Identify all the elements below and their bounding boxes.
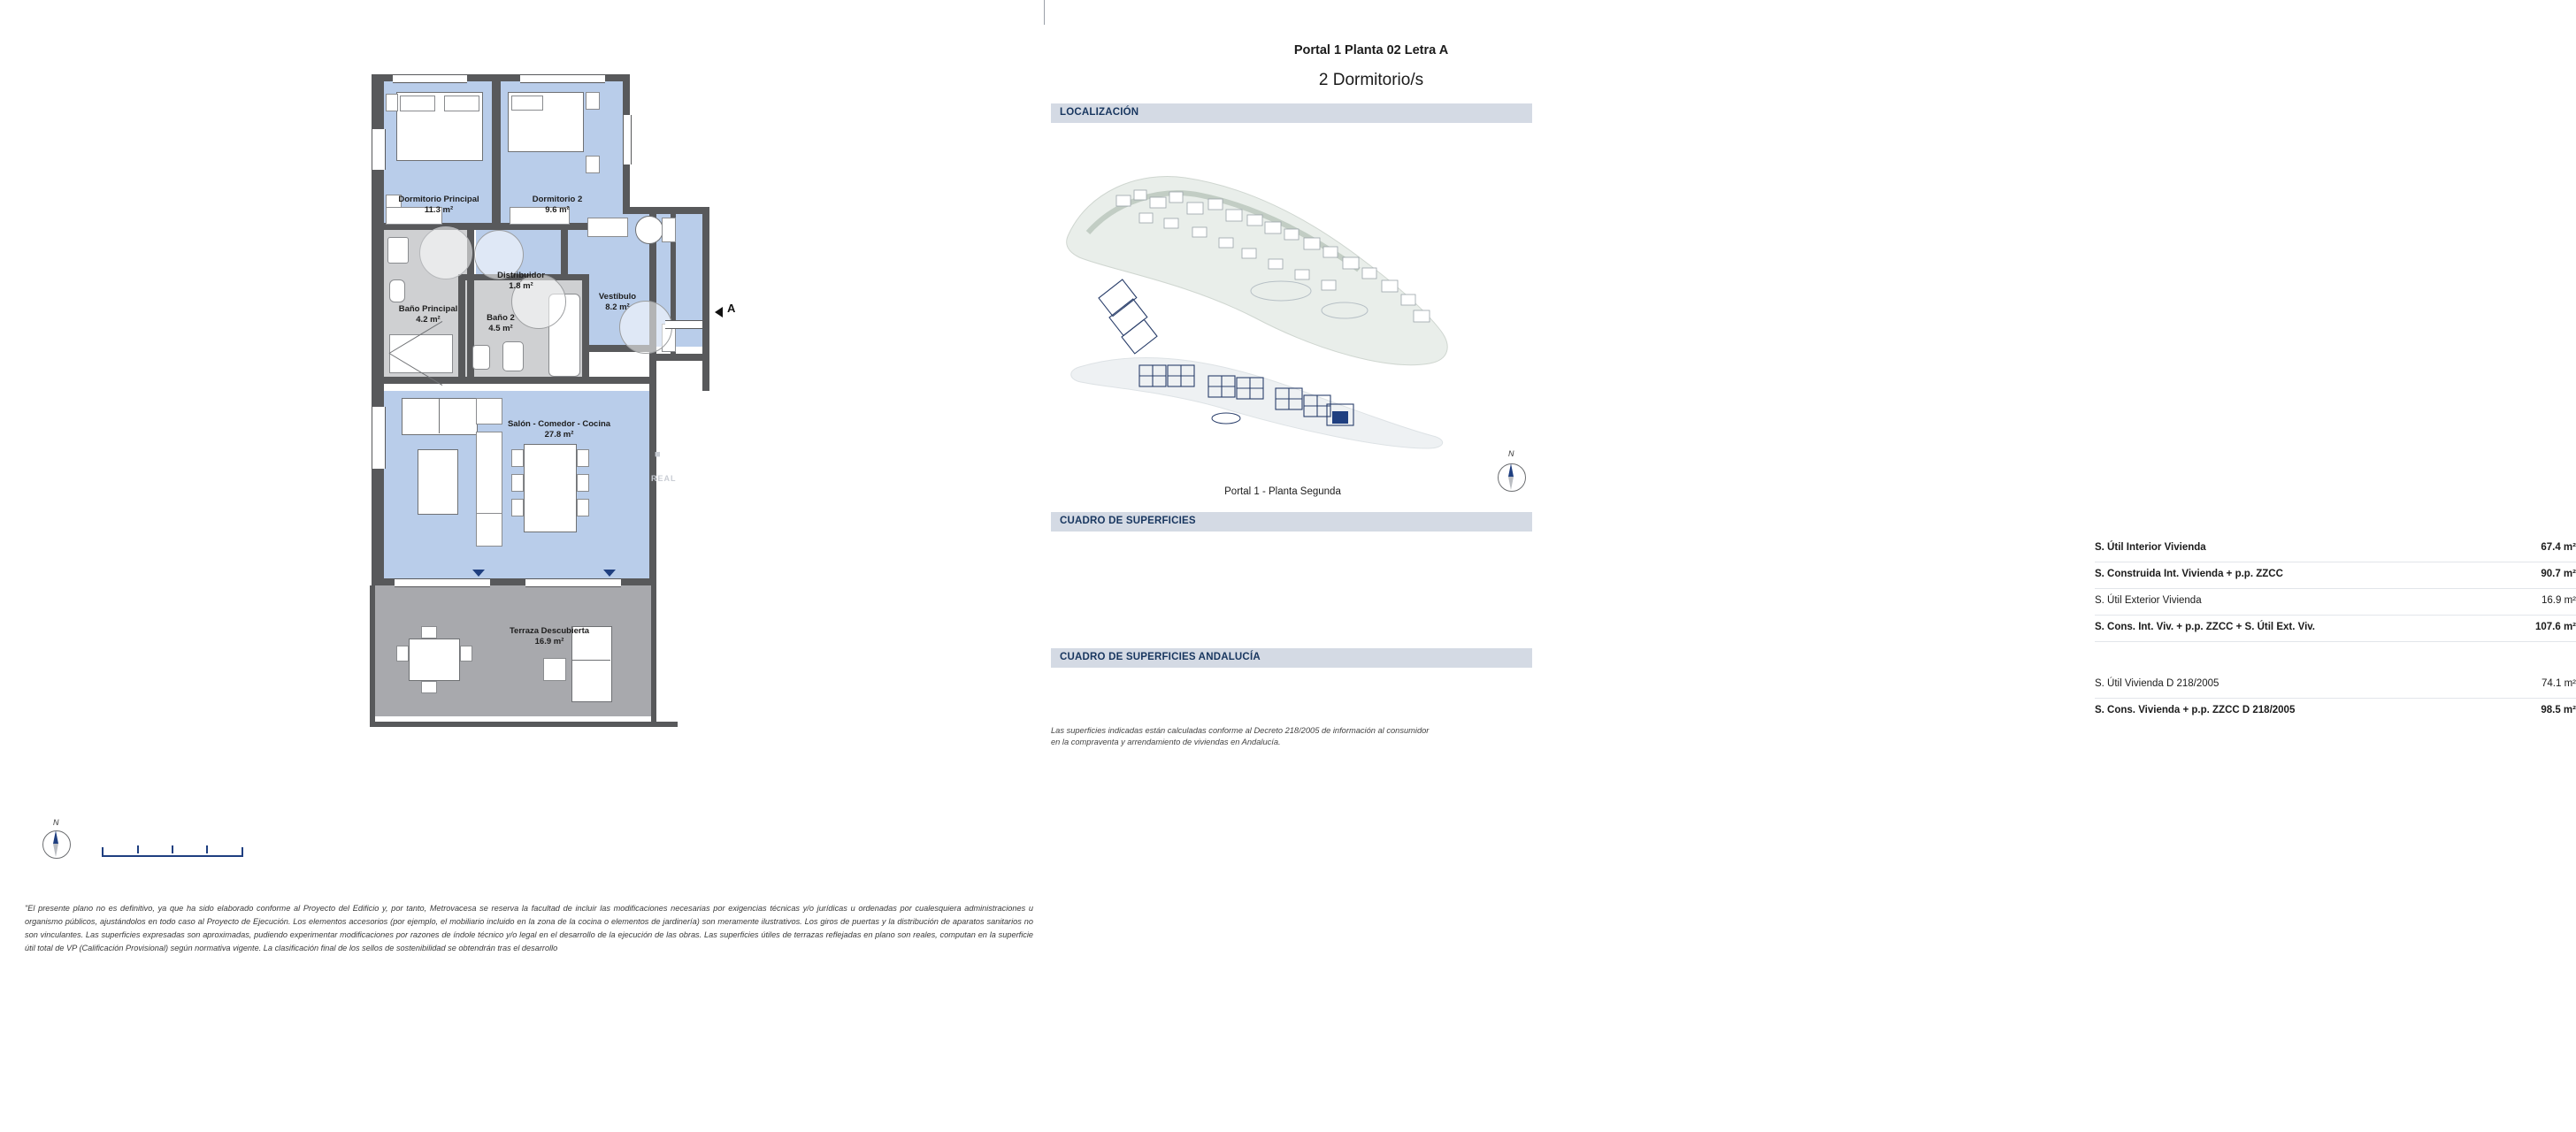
dining-chair-1 bbox=[511, 449, 524, 467]
table-row bbox=[2095, 672, 2576, 699]
window-direction-marker-left bbox=[472, 570, 485, 577]
label-dormitorio-2-area: 9.6 m² bbox=[545, 205, 570, 215]
window-bedroom1-top bbox=[393, 74, 467, 83]
nightstand-secondary bbox=[586, 92, 600, 110]
label-salon-area: 27.8 m² bbox=[544, 430, 574, 440]
window-salon-bottom-right bbox=[525, 578, 621, 587]
andalucia-label: S. Cons. Vivienda + p.p. ZZCC D 218/2005 bbox=[2095, 705, 2296, 715]
label-dormitorio-principal bbox=[393, 195, 485, 216]
scale-bar bbox=[102, 847, 243, 857]
dining-chair-2 bbox=[511, 474, 524, 492]
wall-terrace-bottom bbox=[370, 722, 678, 727]
info-panel bbox=[1044, 0, 2576, 1132]
surface-label: S. Útil Exterior Vivienda bbox=[2095, 595, 2202, 606]
surface-value: 90.7 m² bbox=[2541, 569, 2576, 579]
label-bano-2-name: Baño 2 bbox=[487, 313, 515, 323]
label-dormitorio-principal-name: Dormitorio Principal bbox=[398, 195, 479, 204]
scale-tick-3 bbox=[206, 845, 208, 853]
wall-bath2-right bbox=[582, 274, 589, 380]
floor-plan bbox=[370, 53, 741, 734]
label-bano-2-area: 4.5 m² bbox=[488, 324, 513, 333]
table-row bbox=[2095, 616, 2576, 642]
window-bedroom2-top bbox=[520, 74, 605, 83]
label-distribuidor-area: 1.8 m² bbox=[509, 281, 533, 291]
table-row bbox=[2095, 562, 2576, 589]
window-bedroom2-right bbox=[623, 115, 632, 164]
terrace-chair-2 bbox=[460, 646, 472, 662]
entry-label: A bbox=[727, 302, 736, 315]
terrace-table bbox=[409, 639, 460, 681]
pillow-secondary bbox=[511, 96, 543, 111]
surface-value: 67.4 m² bbox=[2541, 542, 2576, 553]
wall-between-bedrooms bbox=[492, 74, 501, 230]
andalucia-value: 74.1 m² bbox=[2542, 678, 2576, 689]
compass-panel-needle-north-icon bbox=[1508, 463, 1514, 477]
surfaces-header-label: CUADRO DE SUPERFICIES bbox=[1060, 516, 1196, 526]
label-salon bbox=[490, 419, 628, 440]
nightstand-secondary-2 bbox=[586, 156, 600, 173]
dining-chair-3 bbox=[511, 499, 524, 516]
window-salon-left bbox=[372, 407, 386, 469]
label-dormitorio-2-name: Dormitorio 2 bbox=[532, 195, 583, 204]
andalucia-note: Las superficies indicadas están calculadas conforme al Decreto 218/2005 de información al consumidor en la compraventa y arrendamiento de viviendas en Andalucía. bbox=[1051, 726, 1430, 746]
label-distribuidor bbox=[476, 271, 566, 292]
wall-bath2-left bbox=[458, 279, 465, 380]
sink-bano-2 bbox=[472, 345, 490, 370]
label-vestibulo-area: 8.2 m² bbox=[605, 302, 630, 312]
entry-arrow-icon bbox=[715, 307, 723, 317]
scale-tick-1 bbox=[137, 845, 139, 853]
wall-terrace-right bbox=[651, 585, 656, 727]
sofa-split bbox=[439, 398, 440, 433]
wall-terrace-left bbox=[370, 585, 375, 727]
terrace-chair-4 bbox=[421, 681, 437, 693]
page-title: Portal 1 Planta 02 Letra A bbox=[1293, 43, 1449, 57]
location-map bbox=[1053, 128, 1530, 482]
surfaces-header bbox=[1051, 512, 1532, 532]
window-bedroom1-left bbox=[372, 129, 386, 170]
table-row bbox=[2095, 536, 2576, 562]
label-terraza-area: 16.9 m² bbox=[534, 637, 564, 646]
kitchen-island bbox=[476, 513, 502, 547]
label-vestibulo bbox=[582, 292, 653, 313]
nightstand-main bbox=[386, 94, 398, 111]
surfaces-table bbox=[2095, 536, 2576, 642]
page-subtitle: 2 Dormitorio/s bbox=[1318, 71, 1424, 89]
label-distribuidor-name: Distribuidor bbox=[497, 271, 545, 280]
compass-north-label: N bbox=[53, 818, 59, 827]
door-bano-principal bbox=[419, 226, 472, 279]
surface-value: 107.6 m² bbox=[2534, 622, 2576, 632]
wall-right-step bbox=[623, 207, 709, 214]
toilet-bano-2 bbox=[502, 341, 524, 371]
wall-right-lower bbox=[649, 354, 656, 585]
label-bano-principal-name: Baño Principal bbox=[398, 304, 458, 314]
localizacion-header-label: LOCALIZACIÓN bbox=[1060, 107, 1139, 118]
terrace-side-table bbox=[543, 658, 566, 681]
surface-value: 16.9 m² bbox=[2542, 595, 2576, 606]
dining-chair-5 bbox=[577, 474, 589, 492]
terrace-chair-1 bbox=[396, 646, 409, 662]
compass-needle-north-icon bbox=[53, 830, 58, 844]
table-row bbox=[2095, 589, 2576, 616]
map-caption: Portal 1 - Planta Segunda bbox=[1224, 486, 1341, 497]
window-vestibulo-side bbox=[665, 320, 702, 329]
wall-left-upper bbox=[372, 74, 384, 384]
sofa-salon bbox=[402, 398, 478, 435]
label-bano-principal-area: 4.2 m² bbox=[416, 315, 441, 325]
watermark-logo: ■ bbox=[655, 449, 662, 460]
compass-needle-south-icon bbox=[53, 844, 58, 857]
watermark-text: REAL bbox=[651, 474, 677, 483]
label-terraza bbox=[483, 626, 616, 647]
compass-panel-north-label: N bbox=[1508, 449, 1514, 458]
dining-table bbox=[524, 444, 577, 532]
wall-right-outer bbox=[702, 207, 709, 391]
label-salon-name: Salón - Comedor - Cocina bbox=[507, 419, 611, 429]
niche-vestibulo bbox=[662, 218, 676, 242]
surface-label: S. Cons. Int. Viv. + p.p. ZZCC + S. Útil Ext. Viv. bbox=[2095, 622, 2316, 632]
terrace-lounger-split bbox=[571, 660, 610, 661]
andalucia-header bbox=[1051, 648, 1532, 668]
toilet-bano-principal bbox=[389, 279, 405, 302]
sink-bano-principal bbox=[387, 237, 409, 264]
andalucia-label: S. Útil Vivienda D 218/2005 bbox=[2095, 678, 2220, 689]
pillow-main-1 bbox=[400, 96, 435, 111]
coffee-table-salon bbox=[418, 449, 458, 515]
legal-disclaimer: "El presente plano no es definitivo, ya que ha sido elaborado conforme al Proyecto del Edificio y, por tanto, Metrovacesa se reserva la facultad de incluir las modificaciones necesarias por exigencias técnicas y/o jurídicas u ordenadas por cualesquiera administraciones u organismo públicos, ajustándolos en todo caso al Proyecto de Ejecución. Los elementos accesorios (por ejemplo, el mobiliario incluido en la zona de la cocina o elementos de jardinería) son meramente ilustrativos. Los giros de puertas y la distribución de aparatos sanitarios no son vinculantes. Las superficies expresadas son aproximadas, pudiendo experimentar modificaciones por razones de índole técnico y/o legal en el desarrollo de la ejecución de las obras. Las superficies útiles de terrazas reflejadas en plano son reales, computan en la superficie útil total de VP (Calificación Provisional) según normativa vigente. La clasificación final de los sellos de sostenibilidad se obtendrán tras el desarrollo bbox=[25, 904, 1033, 952]
wall-vestibulo-left bbox=[561, 223, 568, 278]
washer-vestibulo bbox=[635, 216, 663, 244]
shower-bano-principal bbox=[389, 334, 453, 373]
dining-chair-4 bbox=[577, 449, 589, 467]
label-dormitorio-principal-area: 11.3 m² bbox=[424, 205, 454, 215]
dining-chair-6 bbox=[577, 499, 589, 516]
localizacion-header bbox=[1051, 103, 1532, 123]
wall-right-lower-step bbox=[655, 354, 709, 361]
andalucia-header-label: CUADRO DE SUPERFICIES ANDALUCÍA bbox=[1060, 652, 1261, 662]
table-row bbox=[2095, 699, 2576, 724]
window-salon-bottom-left bbox=[395, 578, 490, 587]
window-direction-marker-right bbox=[603, 570, 616, 577]
scale-tick-2 bbox=[172, 845, 173, 853]
label-dormitorio-2 bbox=[508, 195, 607, 216]
label-terraza-name: Terraza Descubierta bbox=[509, 626, 590, 636]
surface-label: S. Útil Interior Vivienda bbox=[2095, 542, 2206, 553]
label-vestibulo-name: Vestíbulo bbox=[598, 292, 637, 302]
terrace-chair-3 bbox=[421, 626, 437, 639]
andalucia-table bbox=[2095, 672, 2576, 724]
surface-label: S. Construida Int. Vivienda + p.p. ZZCC bbox=[2095, 569, 2283, 579]
label-bano-principal bbox=[389, 304, 467, 325]
compass-bottom bbox=[39, 818, 74, 862]
label-bano-2 bbox=[469, 313, 533, 334]
pillow-main-2 bbox=[444, 96, 479, 111]
closet-vestibulo bbox=[587, 218, 628, 237]
wall-mid-horizontal bbox=[384, 377, 649, 384]
andalucia-value: 98.5 m² bbox=[2541, 705, 2576, 715]
